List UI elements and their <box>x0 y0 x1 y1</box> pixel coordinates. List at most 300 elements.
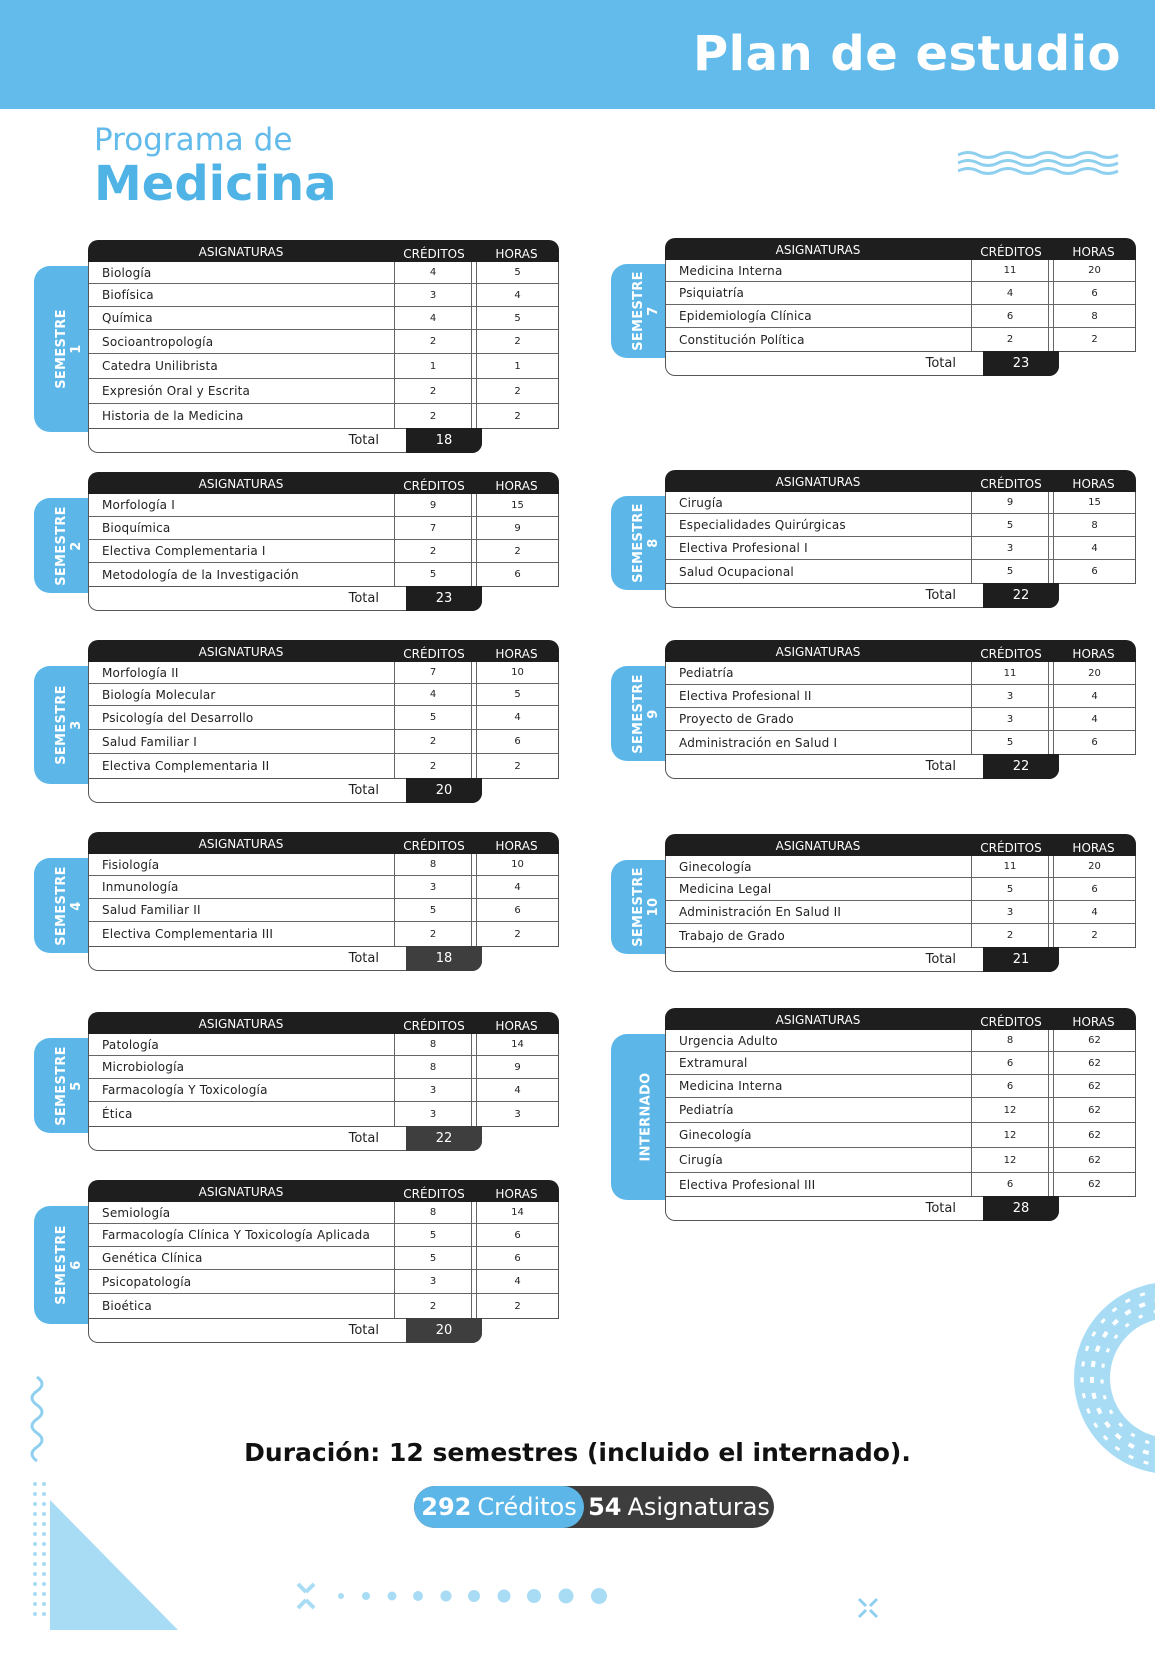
subject-credits: 5 <box>394 563 472 586</box>
subject-credits: 12 <box>971 1098 1049 1122</box>
subject-name: Administración En Salud II <box>679 905 842 919</box>
semester-tab-label <box>631 674 661 754</box>
table-body <box>665 492 1136 584</box>
semester-table <box>88 240 559 453</box>
subjects-number: 54 <box>588 1493 622 1521</box>
subject-credits: 5 <box>394 706 472 729</box>
subject-credits: 4 <box>394 262 472 283</box>
subject-name: Especialidades Quirúrgicas <box>679 518 846 532</box>
table-row <box>89 684 558 706</box>
table-row <box>89 876 558 899</box>
semester-number: 5 <box>69 1080 84 1091</box>
subject-name: Electiva Complementaria I <box>102 544 266 558</box>
subject-name: Constitución Política <box>679 332 805 347</box>
subject-name: Electiva Profesional III <box>679 1177 816 1192</box>
table-row <box>89 1034 558 1056</box>
subject-hours: 2 <box>476 330 558 353</box>
semester-number: 8 <box>646 538 661 548</box>
table-row <box>666 282 1135 305</box>
total-credits: 18 <box>406 428 482 453</box>
subject-name: Extramural <box>679 1056 748 1070</box>
subject-name: Medicina Interna <box>679 1079 783 1093</box>
subject-hours: 2 <box>476 540 558 562</box>
subject-name: Salud Familiar II <box>102 903 201 917</box>
header-asignaturas: ASIGNATURAS <box>775 243 861 257</box>
semester-number: 1 <box>69 344 84 354</box>
subject-name: Fisiología <box>102 857 160 872</box>
subject-hours: 62 <box>1053 1173 1135 1196</box>
subject-hours: 62 <box>1053 1030 1135 1051</box>
subject-name: Psicología del Desarrollo <box>102 710 254 725</box>
subject-hours: 4 <box>476 706 558 729</box>
total-credits: 23 <box>406 586 482 611</box>
subject-name: Pediatría <box>679 1103 734 1117</box>
subject-name: Medicina Legal <box>679 882 772 896</box>
subject-credits: 3 <box>394 876 472 898</box>
subject-hours: 15 <box>1053 492 1135 513</box>
subject-credits: 3 <box>394 284 472 306</box>
table-row <box>666 560 1135 583</box>
subject-name: Psiquiatría <box>679 286 745 300</box>
subject-credits: 11 <box>971 260 1049 281</box>
subject-credits: 4 <box>971 282 1049 304</box>
subject-name: Cirugía <box>679 495 723 510</box>
subject-credits: 8 <box>971 1030 1049 1051</box>
subject-hours: 15 <box>476 494 558 516</box>
subject-credits: 2 <box>394 540 472 562</box>
table-header <box>665 640 1136 662</box>
subject-name: Biofísica <box>102 288 154 302</box>
total-credits: 20 <box>406 1318 482 1343</box>
semester-table <box>665 834 1136 972</box>
subjects-pill <box>584 1486 774 1528</box>
subject-name: Electiva Complementaria II <box>102 759 270 773</box>
header-creditos: CRÉDITOS <box>403 1187 465 1201</box>
table-row <box>89 307 558 330</box>
total-row <box>88 587 482 611</box>
subject-name: Morfología II <box>102 665 179 680</box>
subject-credits: 2 <box>394 404 472 428</box>
header-horas: HORAS <box>495 1019 538 1033</box>
subject-name: Biología <box>102 265 152 280</box>
subject-credits: 5 <box>971 731 1049 754</box>
subject-hours: 14 <box>476 1202 558 1223</box>
table-row <box>89 706 558 730</box>
subject-hours: 62 <box>1053 1075 1135 1097</box>
total-credits: 22 <box>983 754 1059 779</box>
subject-credits: 7 <box>394 662 472 683</box>
header-asignaturas: ASIGNATURAS <box>198 245 284 259</box>
subject-hours: 6 <box>476 1224 558 1246</box>
semester-label: SEMESTRE <box>631 271 646 351</box>
header-creditos: CRÉDITOS <box>980 841 1042 855</box>
table-row <box>89 730 558 754</box>
subject-name: Electiva Profesional I <box>679 541 808 555</box>
subject-credits: 9 <box>394 494 472 516</box>
subject-name: Inmunología <box>102 880 179 894</box>
total-label: Total <box>925 759 956 774</box>
header-asignaturas: ASIGNATURAS <box>775 1013 861 1027</box>
total-row <box>88 947 482 971</box>
table-header <box>88 832 559 854</box>
semester-tab-label <box>54 1046 84 1126</box>
duration-text: Duración: 12 semestres (incluido el internado). <box>244 1438 911 1467</box>
subject-hours: 6 <box>1053 560 1135 583</box>
credits-label: Créditos <box>477 1493 577 1521</box>
subject-credits: 2 <box>394 379 472 403</box>
header-horas: HORAS <box>495 1187 538 1201</box>
subject-name: Medicina Interna <box>679 263 783 278</box>
header-horas: HORAS <box>1072 647 1115 661</box>
subject-name: Cirugía <box>679 1153 723 1167</box>
table-row <box>666 685 1135 708</box>
header-horas: HORAS <box>495 839 538 853</box>
subject-name: Semiología <box>102 1205 171 1220</box>
subject-credits: 5 <box>971 878 1049 900</box>
subject-hours: 4 <box>476 284 558 306</box>
semester-table <box>665 1008 1136 1221</box>
table-row <box>666 1052 1135 1075</box>
program-name: Medicina <box>94 156 337 212</box>
subject-credits: 2 <box>394 922 472 946</box>
x-mark-decoration <box>857 1597 879 1619</box>
subject-name: Socioantropología <box>102 334 214 349</box>
total-credits: 28 <box>983 1196 1059 1221</box>
subject-hours: 62 <box>1053 1098 1135 1122</box>
semester-table <box>88 1180 559 1343</box>
table-row <box>666 731 1135 754</box>
table-row <box>89 1056 558 1079</box>
total-label: Total <box>925 952 956 967</box>
header-creditos: CRÉDITOS <box>980 477 1042 491</box>
table-row <box>666 260 1135 282</box>
table-row <box>89 1294 558 1318</box>
subject-name: Ética <box>102 1107 133 1121</box>
semester-table <box>665 238 1136 376</box>
subject-name: Química <box>102 311 153 325</box>
table-body <box>665 856 1136 948</box>
header-horas: HORAS <box>495 647 538 661</box>
table-row <box>666 305 1135 328</box>
semester-tab-label <box>631 503 661 583</box>
table-body <box>88 262 559 429</box>
subject-hours: 62 <box>1053 1123 1135 1147</box>
subject-hours: 3 <box>476 1102 558 1126</box>
semester-number: 3 <box>69 720 84 730</box>
total-credits: 22 <box>406 1126 482 1151</box>
subject-hours: 20 <box>1053 856 1135 877</box>
subject-hours: 1 <box>476 354 558 378</box>
subject-name: Electiva Complementaria III <box>102 927 274 941</box>
header-asignaturas: ASIGNATURAS <box>198 1017 284 1031</box>
semester-label: INTERNADO <box>638 1072 654 1162</box>
semester-label: SEMESTRE <box>54 865 69 946</box>
subject-name: Expresión Oral y Escrita <box>102 384 251 398</box>
total-label: Total <box>348 783 379 798</box>
header-creditos: CRÉDITOS <box>403 479 465 493</box>
subject-credits: 11 <box>971 856 1049 877</box>
subject-hours: 62 <box>1053 1148 1135 1172</box>
total-credits: 18 <box>406 946 482 971</box>
subject-credits: 2 <box>394 754 472 778</box>
header-horas: HORAS <box>495 247 538 261</box>
semester-tab-label <box>54 506 84 586</box>
table-row <box>89 563 558 586</box>
subject-hours: 4 <box>476 876 558 898</box>
total-row <box>665 584 1059 608</box>
subject-hours: 2 <box>476 922 558 946</box>
subject-credits: 8 <box>394 1056 472 1078</box>
subject-hours: 8 <box>1053 514 1135 536</box>
subject-name: Historia de la Medicina <box>102 409 244 423</box>
table-row <box>666 662 1135 685</box>
subject-hours: 4 <box>476 1270 558 1293</box>
total-row <box>665 948 1059 972</box>
semester-tab-label <box>54 309 84 389</box>
subject-hours: 2 <box>476 754 558 778</box>
subject-credits: 2 <box>971 924 1049 947</box>
subject-credits: 7 <box>394 517 472 539</box>
subject-credits: 2 <box>394 730 472 753</box>
subject-hours: 4 <box>1053 901 1135 923</box>
table-row <box>666 1148 1135 1173</box>
subject-credits: 4 <box>394 307 472 329</box>
table-body <box>88 494 559 587</box>
subject-credits: 9 <box>971 492 1049 513</box>
program-prefix: Programa de <box>94 122 293 158</box>
subject-hours: 6 <box>1053 282 1135 304</box>
total-label: Total <box>925 356 956 371</box>
table-row <box>89 899 558 922</box>
table-row <box>666 514 1135 537</box>
subject-hours: 9 <box>476 517 558 539</box>
dots-row-decoration <box>296 1580 616 1614</box>
semester-tab-label <box>54 866 84 946</box>
total-row <box>665 1197 1059 1221</box>
table-body <box>665 260 1136 352</box>
semester-label: SEMESTRE <box>54 685 69 765</box>
subject-credits: 5 <box>394 1224 472 1246</box>
total-row <box>665 352 1059 376</box>
table-body <box>88 1034 559 1127</box>
table-row <box>89 662 558 684</box>
subject-credits: 12 <box>971 1123 1049 1147</box>
subject-credits: 6 <box>971 1052 1049 1074</box>
table-row <box>89 1247 558 1270</box>
table-row <box>666 1173 1135 1196</box>
subject-name: Electiva Profesional II <box>679 689 812 703</box>
subject-hours: 6 <box>476 563 558 586</box>
total-row <box>88 1127 482 1151</box>
semester-label: SEMESTRE <box>54 1045 69 1126</box>
subject-hours: 4 <box>476 1079 558 1101</box>
subject-hours: 2 <box>476 379 558 403</box>
subject-hours: 9 <box>476 1056 558 1078</box>
subject-name: Biología Molecular <box>102 687 216 702</box>
table-row <box>666 856 1135 878</box>
total-label: Total <box>348 1131 379 1146</box>
table-body <box>88 854 559 947</box>
total-label: Total <box>925 1201 956 1216</box>
subject-credits: 5 <box>971 560 1049 583</box>
subject-hours: 6 <box>476 730 558 753</box>
table-row <box>89 1270 558 1294</box>
subjects-label: Asignaturas <box>627 1493 770 1521</box>
subject-credits: 3 <box>971 901 1049 923</box>
subject-hours: 2 <box>1053 328 1135 351</box>
semester-label: SEMESTRE <box>54 309 69 389</box>
table-header <box>88 240 559 262</box>
total-row <box>88 1319 482 1343</box>
total-label: Total <box>348 591 379 606</box>
subject-name: Salud Familiar I <box>102 734 198 749</box>
table-row <box>89 379 558 404</box>
semester-label: SEMESTRE <box>54 1225 69 1305</box>
subject-name: Patología <box>102 1037 159 1052</box>
subject-name: Farmacología Clínica Y Toxicología Aplicada <box>102 1228 371 1242</box>
total-credits: 22 <box>983 583 1059 608</box>
table-row <box>666 328 1135 351</box>
table-row <box>89 1079 558 1102</box>
header-horas: HORAS <box>1072 841 1115 855</box>
subject-credits: 8 <box>394 854 472 875</box>
subject-credits: 2 <box>971 328 1049 351</box>
table-row <box>89 330 558 354</box>
subject-hours: 4 <box>1053 537 1135 559</box>
table-row <box>666 1123 1135 1148</box>
semester-number: 4 <box>69 900 84 911</box>
semester-table <box>88 472 559 611</box>
table-row <box>89 262 558 284</box>
table-header <box>88 1180 559 1202</box>
table-row <box>89 1224 558 1247</box>
subject-credits: 8 <box>394 1034 472 1055</box>
semester-label: SEMESTRE <box>631 673 646 754</box>
header-asignaturas: ASIGNATURAS <box>198 1185 284 1199</box>
semester-tab-label <box>639 1073 654 1162</box>
table-header <box>665 1008 1136 1030</box>
subject-name: Pediatría <box>679 666 734 680</box>
table-row <box>666 708 1135 731</box>
total-credits: 23 <box>983 351 1059 376</box>
semester-tab-label <box>631 867 661 947</box>
semester-number: 6 <box>69 1260 84 1270</box>
table-row <box>89 1202 558 1224</box>
semester-label: SEMESTRE <box>631 503 646 583</box>
header-creditos: CRÉDITOS <box>403 247 465 261</box>
subject-credits: 5 <box>394 1247 472 1269</box>
table-body <box>88 1202 559 1319</box>
total-label: Total <box>348 433 379 448</box>
header-creditos: CRÉDITOS <box>403 839 465 853</box>
subject-credits: 12 <box>971 1148 1049 1172</box>
table-row <box>89 517 558 540</box>
table-row <box>666 537 1135 560</box>
subject-hours: 6 <box>1053 878 1135 900</box>
table-header <box>665 470 1136 492</box>
subject-hours: 6 <box>1053 731 1135 754</box>
table-row <box>89 854 558 876</box>
subject-credits: 3 <box>971 685 1049 707</box>
subject-name: Genética Clínica <box>102 1251 203 1265</box>
header-creditos: CRÉDITOS <box>980 245 1042 259</box>
semester-table <box>88 640 559 803</box>
table-row <box>89 1102 558 1126</box>
semester-tab-label <box>631 271 661 351</box>
subject-hours: 20 <box>1053 260 1135 281</box>
header-horas: HORAS <box>1072 1015 1115 1029</box>
semester-number: 7 <box>646 306 661 316</box>
semester-label: SEMESTRE <box>54 505 69 586</box>
subject-hours: 10 <box>476 854 558 875</box>
subject-name: Administración en Salud I <box>679 735 838 750</box>
subject-hours: 4 <box>1053 685 1135 707</box>
semester-table <box>665 640 1136 779</box>
subject-credits: 5 <box>394 899 472 921</box>
header-asignaturas: ASIGNATURAS <box>198 837 284 851</box>
table-row <box>89 284 558 307</box>
table-header <box>88 472 559 494</box>
subject-credits: 6 <box>971 305 1049 327</box>
subject-name: Metodología de la Investigación <box>102 567 299 582</box>
header-creditos: CRÉDITOS <box>980 1015 1042 1029</box>
table-body <box>665 662 1136 755</box>
table-body <box>665 1030 1136 1197</box>
total-credits: 20 <box>406 778 482 803</box>
subject-credits: 3 <box>971 708 1049 730</box>
subject-credits: 4 <box>394 684 472 705</box>
subject-name: Salud Ocupacional <box>679 564 794 579</box>
subject-hours: 62 <box>1053 1052 1135 1074</box>
table-body <box>88 662 559 779</box>
table-row <box>89 540 558 563</box>
subject-hours: 2 <box>476 404 558 428</box>
subject-credits: 1 <box>394 354 472 378</box>
subject-name: Psicopatología <box>102 1274 192 1289</box>
subject-credits: 8 <box>394 1202 472 1223</box>
header-asignaturas: ASIGNATURAS <box>775 839 861 853</box>
header-asignaturas: ASIGNATURAS <box>198 645 284 659</box>
dots-grid-decoration <box>32 1480 50 1630</box>
table-row <box>666 1030 1135 1052</box>
subject-credits: 2 <box>394 330 472 353</box>
header-creditos: CRÉDITOS <box>403 1019 465 1033</box>
table-header <box>665 834 1136 856</box>
summary-pill <box>414 1486 774 1528</box>
subject-name: Trabajo de Grado <box>679 928 785 943</box>
subject-hours: 6 <box>476 899 558 921</box>
header-horas: HORAS <box>495 479 538 493</box>
subject-name: Urgencia Adulto <box>679 1033 778 1048</box>
table-row <box>666 1098 1135 1123</box>
total-label: Total <box>348 951 379 966</box>
subject-credits: 3 <box>394 1270 472 1293</box>
table-row <box>89 494 558 517</box>
subject-hours: 5 <box>476 262 558 283</box>
semester-tab-label <box>54 685 84 765</box>
header-creditos: CRÉDITOS <box>980 647 1042 661</box>
subject-credits: 6 <box>971 1173 1049 1196</box>
subject-name: Epidemiología Clínica <box>679 309 812 323</box>
subject-hours: 5 <box>476 307 558 329</box>
subject-hours: 6 <box>476 1247 558 1269</box>
table-row <box>89 922 558 946</box>
subject-credits: 6 <box>971 1075 1049 1097</box>
subject-credits: 2 <box>394 1294 472 1318</box>
subject-hours: 2 <box>1053 924 1135 947</box>
triangle-decoration <box>50 1500 180 1630</box>
total-row <box>88 779 482 803</box>
